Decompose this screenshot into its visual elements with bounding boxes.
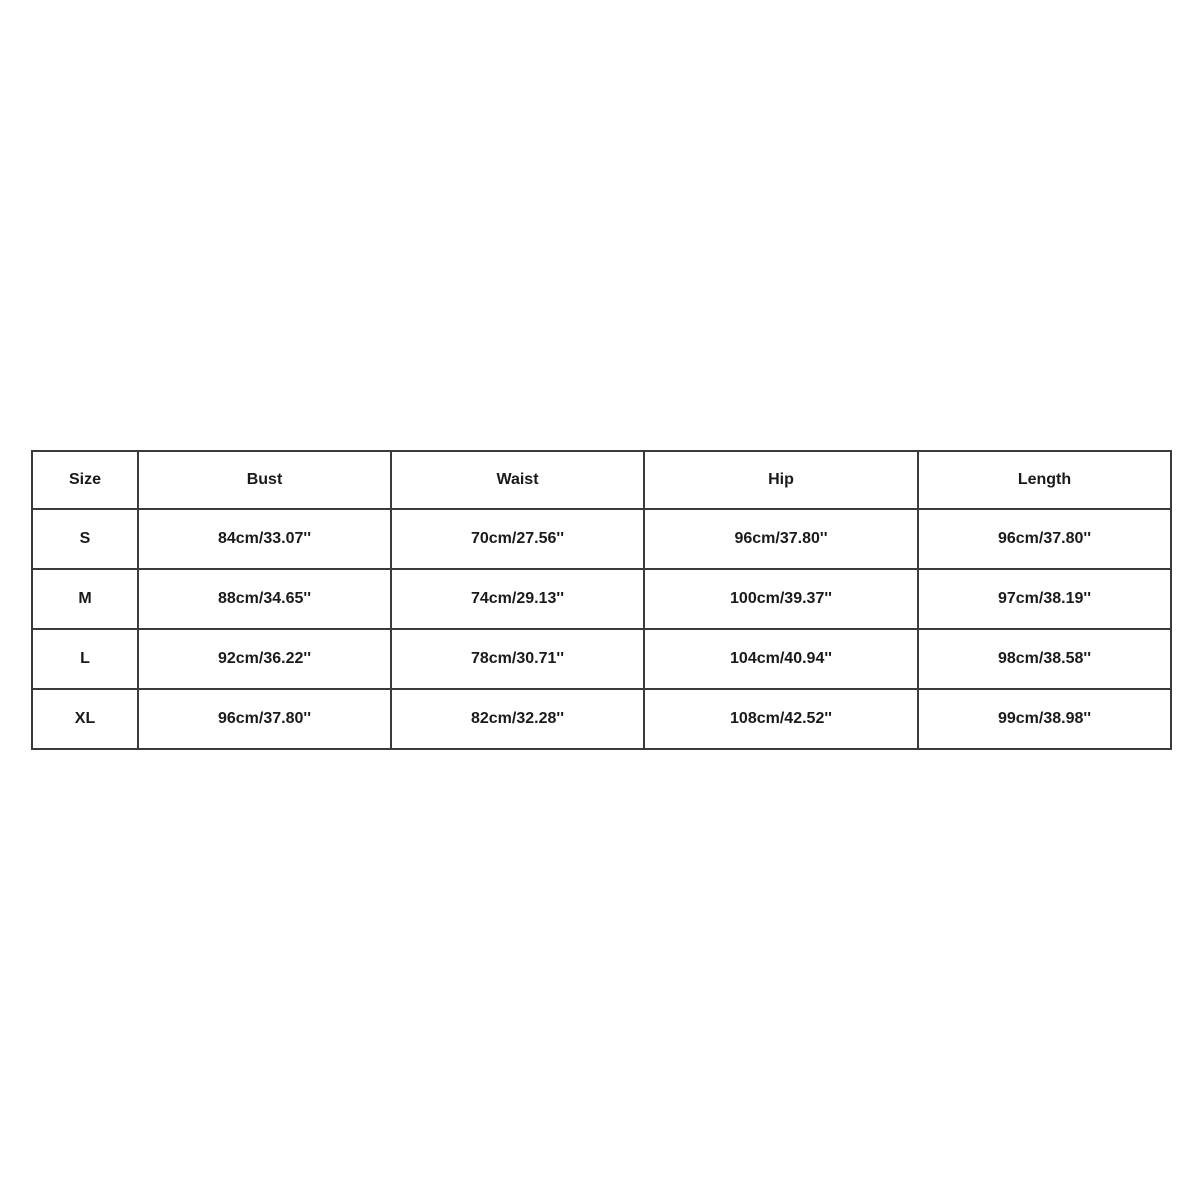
hip-cell: 100cm/39.37'' (644, 569, 918, 629)
length-cell: 97cm/38.19'' (918, 569, 1171, 629)
size-cell: L (32, 629, 138, 689)
column-header-waist: Waist (391, 451, 644, 509)
waist-cell: 70cm/27.56'' (391, 509, 644, 569)
size-chart-table (31, 450, 1172, 750)
hip-cell: 108cm/42.52'' (644, 689, 918, 749)
hip-cell: 96cm/37.80'' (644, 509, 918, 569)
bust-cell: 92cm/36.22'' (138, 629, 391, 689)
waist-cell: 82cm/32.28'' (391, 689, 644, 749)
table-row (32, 569, 1171, 629)
column-header-bust: Bust (138, 451, 391, 509)
column-header-hip: Hip (644, 451, 918, 509)
bust-cell: 96cm/37.80'' (138, 689, 391, 749)
length-cell: 99cm/38.98'' (918, 689, 1171, 749)
column-header-length: Length (918, 451, 1171, 509)
hip-cell: 104cm/40.94'' (644, 629, 918, 689)
length-cell: 96cm/37.80'' (918, 509, 1171, 569)
column-header-size: Size (32, 451, 138, 509)
table-header-row (32, 451, 1171, 509)
table-row (32, 629, 1171, 689)
size-cell: XL (32, 689, 138, 749)
bust-cell: 84cm/33.07'' (138, 509, 391, 569)
bust-cell: 88cm/34.65'' (138, 569, 391, 629)
size-cell: S (32, 509, 138, 569)
table-row (32, 689, 1171, 749)
length-cell: 98cm/38.58'' (918, 629, 1171, 689)
waist-cell: 74cm/29.13'' (391, 569, 644, 629)
waist-cell: 78cm/30.71'' (391, 629, 644, 689)
table-row (32, 509, 1171, 569)
size-cell: M (32, 569, 138, 629)
